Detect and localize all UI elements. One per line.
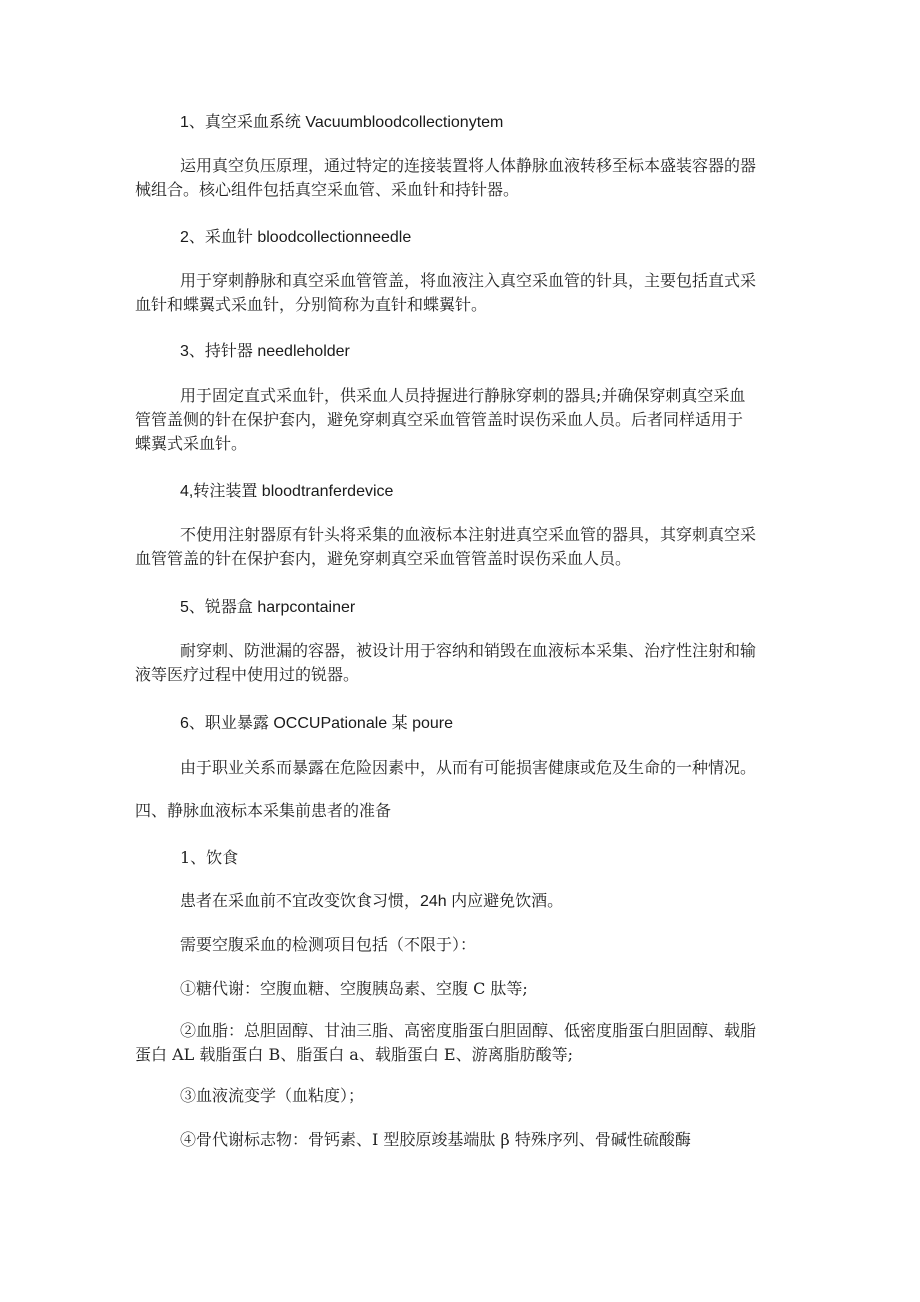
list-item: ②血脂：总胆固醇、甘油三脂、高密度脂蛋白胆固醇、低密度脂蛋白胆固醇、载脂: [180, 1021, 757, 1040]
paragraph-line: 用于穿刺静脉和真空采血管管盖，将血液注入真空采血管的针具，主要包括直式采: [180, 271, 757, 290]
section-heading: 1、真空采血系统 Vacuumbloodcollectionytem: [180, 114, 504, 131]
paragraph-line: 不使用注射器原有针头将采集的血液标本注射进真空采血管的器具，其穿刺真空采: [180, 525, 757, 544]
paragraph-line: 血针和蝶翼式采血针，分别简称为直针和蝶翼针。: [135, 295, 488, 314]
paragraph-line: 管管盖侧的针在保护套内，避免穿刺真空采血管管盖时误伤采血人员。后者同样适用于: [135, 410, 744, 429]
paragraph-line: 运用真空负压原理，通过特定的连接装置将人体静脉血液转移至标本盛装容器的器: [180, 156, 757, 175]
paragraph-line: 由于职业关系而暴露在危险因素中，从而有可能损害健康或危及生命的一种情况。: [180, 758, 757, 777]
chapter-heading: 四、静脉血液标本采集前患者的准备: [135, 801, 392, 820]
paragraph-line: 血管管盖的针在保护套内，避免穿刺真空采血管管盖时误伤采血人员。: [135, 549, 632, 568]
subsection-heading: 1、饮食: [180, 848, 239, 867]
paragraph-line: 液等医疗过程中使用过的锐器。: [135, 665, 360, 684]
paragraph-line: 患者在采血前不宜改变饮食习惯，24h 内应避免饮酒。: [180, 893, 564, 910]
list-item-continuation: 蛋白 AL 载脂蛋白 B、脂蛋白 a、载脂蛋白 E、游离脂肪酸等;: [135, 1045, 573, 1064]
list-item: ④骨代谢标志物：骨钙素、I 型胶原竣基端肽 β 特殊序列、骨碱性硫酸酶: [180, 1130, 691, 1149]
paragraph-line: 械组合。核心组件包括真空采血管、采血针和持针器。: [135, 180, 520, 199]
section-heading: 4,转注装置 bloodtranferdevice: [180, 483, 394, 500]
section-heading: 3、持针器 needleholder: [180, 343, 350, 360]
list-item: ③血液流变学（血粘度）；: [180, 1086, 365, 1105]
section-heading: 5、锐器盒 harpcontainer: [180, 599, 356, 616]
section-heading: 2、采血针 bloodcollectionneedle: [180, 229, 412, 246]
section-heading: 6、职业暴露 OCCUPationale 某 poure: [180, 715, 453, 732]
paragraph-line: 蝶翼式采血针。: [135, 434, 248, 453]
list-item: ①糖代谢：空腹血糖、空腹胰岛素、空腹 C 肽等;: [180, 979, 528, 998]
paragraph-line: 需要空腹采血的检测项目包括（不限于）：: [180, 935, 477, 954]
paragraph-line: 耐穿刺、防泄漏的容器，被设计用于容纳和销毁在血液标本采集、治疗性注射和输: [180, 641, 757, 660]
paragraph-line: 用于固定直式采血针，供采血人员持握进行静脉穿刺的器具;并确保穿刺真空采血: [180, 386, 746, 405]
